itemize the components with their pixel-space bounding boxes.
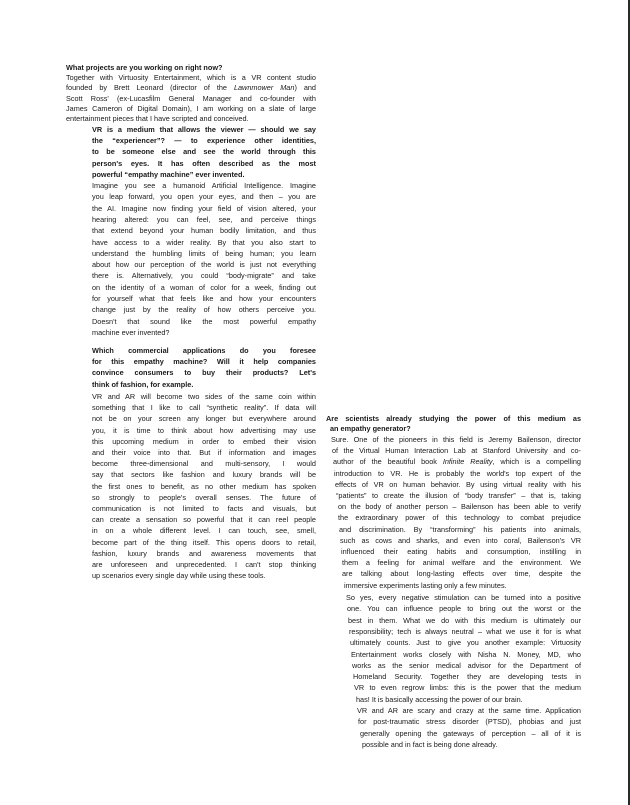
question-heading: What projects are you working on right now? — [66, 63, 223, 72]
answer-line: in on a whole different level. I can touch, see, smell, — [92, 526, 316, 536]
answer-line: for post-traumatic stress disorder (PTSD), phobias and just — [358, 717, 581, 727]
answer-line: there is. Alternatively, you could “body-migrate” and take — [92, 271, 316, 281]
answer-line: one. You can influence people to bring out the worst or the — [347, 604, 581, 614]
answer-line: them a feeling for animal welfare and the environment. We — [342, 558, 581, 568]
answer-line: entertainment pieces that I have scripted and conceived. — [66, 114, 249, 124]
answer-line: founded by Brett Leonard (director of the Lawnmower Man) and — [66, 83, 316, 93]
answer-line: Together with Virtuosity Entertainment, which is a VR content studio — [66, 73, 316, 82]
answer-line: the AI. Imagine now finding your field of vision altered, your — [92, 203, 316, 213]
answer-line: such as cows and sharks, and even into coral, Bailenson's VR — [340, 535, 581, 545]
question-line: think of fashion, for example. — [92, 379, 194, 389]
answer-line: responsibility; tech is always neutral – what we use it for is what — [349, 626, 581, 636]
answer-line: Scott Ross' (ex-Lucasfilm General Manager and co-founder with — [66, 93, 316, 103]
answer-line: influenced their eating habits and consumption, instilling in — [341, 547, 581, 556]
answer-line: works as the senior medical advisor for the Department of — [352, 660, 581, 670]
question-line: Which commercial applications do you foresee — [92, 346, 316, 355]
answer-line: the first ones to benefit, as no other medium has spoken — [92, 481, 316, 491]
answer-line: and discrimination. By “transforming” his patients into animals, — [339, 524, 581, 534]
answer-line: Entertainment works closely with Nisha N. Money, MD, who — [351, 649, 581, 659]
question-line: an empathy generator? — [330, 424, 411, 433]
answer-line: understand the humbling limits of being human; you learn — [92, 248, 316, 258]
answer-line: has! It is basically accessing the power of our brain. — [356, 694, 523, 704]
question-line: Are scientists already studying the power of this medium as — [326, 414, 581, 423]
answer-line: say that sectors like fashion and luxury brands will be — [92, 470, 316, 480]
answer-line: hearing altered: you can feel, see, and perceive things — [92, 214, 316, 224]
question-line: for this empathy machine? Will it help companies — [92, 357, 316, 367]
answer-line: Sure. One of the pioneers in this field is Jeremy Bailenson, director — [331, 435, 581, 444]
answer-line: you leap forward, you open your eyes, and then – you are — [92, 192, 316, 202]
answer-line: can create a sensation so powerful that it can reel people — [92, 515, 316, 525]
question-line: to be someone else and see the world through this — [92, 147, 316, 157]
answer-line: immersive experiments lasting only a few minutes. — [344, 580, 507, 590]
answer-line: generally opening the gateways of perception – all of it is — [360, 728, 581, 738]
answer-line: about how our perception of the world is just not everything — [92, 260, 316, 270]
answer-line: something that I like to call “synthetic reality”. If data will — [92, 403, 316, 413]
answer-line: and their voice into that. But if information and images — [92, 448, 316, 457]
answer-line: VR and AR are scary and crazy at the same time. Application — [357, 706, 581, 715]
answer-line: Doesn't that sound like the most powerful empathy — [92, 316, 316, 326]
answer-line: ultimately counts. Just to give you another example: Virtuosity — [350, 638, 581, 648]
answer-line: for yourself what that feels like and how your encounters — [92, 294, 316, 303]
answer-line: have access to a wider reality. By that you also start to — [92, 237, 316, 247]
answer-line: effects of VR on human behavior. By using virtual reality with his — [335, 479, 581, 489]
question-line: convince consumers to buy their products? Let's — [92, 368, 316, 378]
question-line: the “experiencer”? — to experience other identities, — [92, 136, 316, 146]
answer-line: introduction to VR. He is probably the world's top expert of the — [334, 468, 581, 478]
answer-line: are talking about long-lasting effects over time, despite the — [342, 569, 581, 579]
answer-line: become three-dimensional and multi-sensory, I would — [92, 459, 316, 469]
answer-line: possible and in fact is being done already. — [362, 739, 498, 749]
answer-line: this upcoming medium in order to embed their vision — [92, 436, 316, 446]
answer-line: you, it is time to think about how advertising may use — [92, 425, 316, 435]
answer-line: VR and AR will become two sides of the same coin within — [92, 392, 316, 401]
answer-line: become part of the thing itself. This opens doors to retail, — [92, 537, 316, 547]
answer-line: up scenarios every single day while using these tools. — [92, 571, 266, 581]
answer-line: on the identity of a woman of color for a week, finding out — [92, 282, 316, 292]
answer-line: James Cameron of Digital Domain), I am working on a slate of large — [66, 103, 316, 113]
answer-line: “patients” to create the illusion of “body transfer” – that is, taking — [336, 491, 581, 500]
answer-line: VR to even regrow limbs: this is the power that the medium — [354, 683, 581, 693]
answer-line: Imagine you see a humanoid Artificial Intelligence. Imagine — [92, 181, 316, 190]
answer-line: on the body of another person – Bailenson has been able to verify — [338, 502, 581, 512]
answer-line: change just by the reality of how others perceive you. — [92, 305, 316, 315]
answer-line: author of the beautiful book Infinite Reality, which is a compelling — [333, 457, 581, 467]
answer-line: fashion, luxury brands and awareness movements that — [92, 548, 316, 558]
answer-line: Homeland Security. Together they are developing tests in — [353, 672, 581, 682]
answer-line: are unforeseen and unprecedented. I can't stop thinking — [92, 560, 316, 569]
answer-line: So yes, every negative stimulation can be turned into a positive — [346, 593, 581, 602]
question-line: VR is a medium that allows the viewer — should we say — [92, 125, 316, 134]
answer-line: that extend beyond your human bodily limitation, and thus — [92, 226, 316, 236]
answer-line: of the Virtual Human Interaction Lab at Stanford University and co- — [332, 446, 581, 456]
answer-line: the extraordinary power of this technology to combat prejudice — [338, 513, 581, 523]
answer-line: best in them. What we do with this medium is ultimately our — [348, 615, 581, 625]
answer-line: machine ever invented? — [92, 327, 170, 337]
question-line: powerful “empathy machine” ever invented. — [92, 169, 245, 179]
answer-line: communication is not limited to facts and visuals, but — [92, 504, 316, 513]
answer-line: not be on your screen any longer but everywhere around — [92, 414, 316, 424]
question-line: person's eyes. It has often described as the most — [92, 158, 316, 168]
answer-line: so strongly to people's overall senses. The future of — [92, 492, 316, 502]
